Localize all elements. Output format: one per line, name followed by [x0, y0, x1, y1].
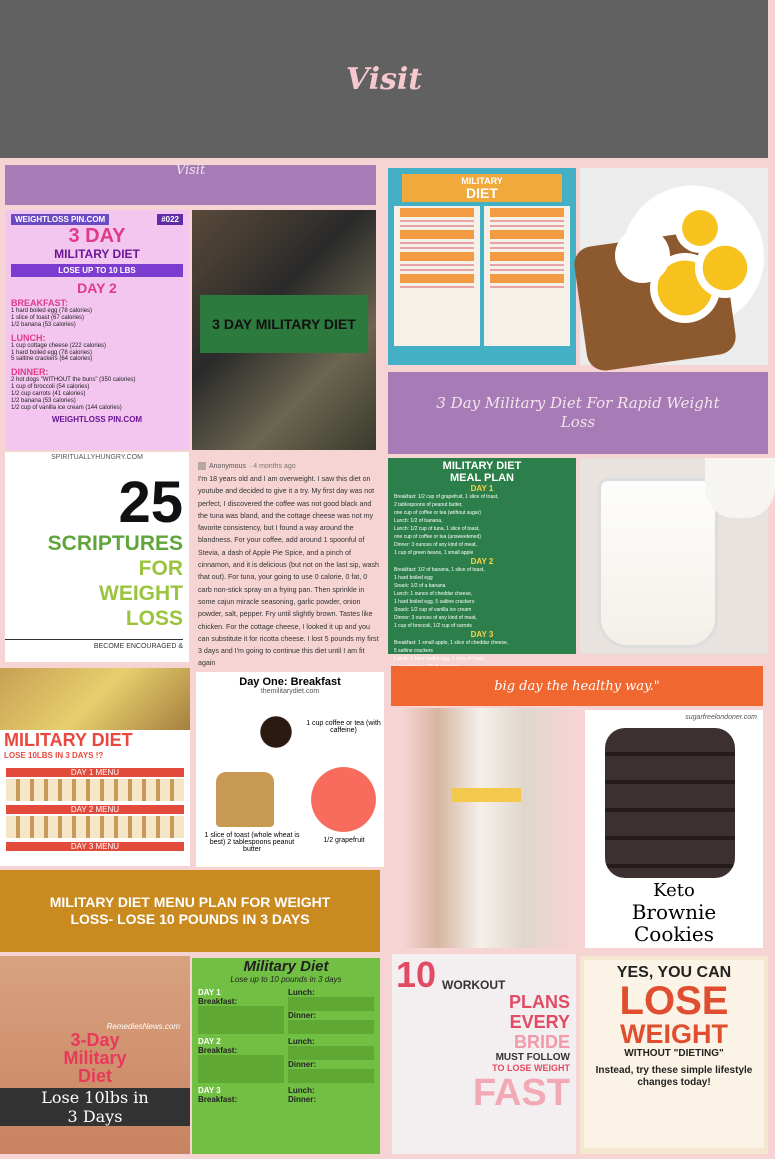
belly-site: RemediesNews.com — [106, 1022, 180, 1031]
pin-dinner-0: 2 hot dogs "WITHOUT the buns" (350 calories) — [11, 377, 136, 384]
day1-item: 2 tablespoons of peanut butter, — [394, 502, 463, 508]
bride-line3: EVERY — [509, 1012, 570, 1032]
green-menu-dinner: Dinner: — [288, 1011, 316, 1020]
bride-workout-pin[interactable] — [392, 954, 576, 1154]
meal-plan-subtitle: MEAL PLAN — [450, 472, 514, 484]
day2-item: 1 hard boiled egg — [394, 575, 433, 581]
green-menu-lunch: Lunch: — [288, 1037, 315, 1046]
user-comment-pin[interactable] — [196, 458, 384, 668]
menu-block — [288, 997, 374, 1011]
brownie-line3: Cookies — [634, 922, 714, 946]
rapid-weight-loss-label: 3 Day Military Diet For Rapid Weight Loss — [436, 394, 720, 431]
coffee-cup-icon — [251, 712, 301, 752]
green-menu-lunch: Lunch: — [288, 1086, 315, 1095]
menu-block — [288, 1020, 374, 1034]
milk-photo[interactable] — [580, 458, 768, 654]
brownie-stack — [605, 728, 735, 878]
lose-weight-pin[interactable] — [580, 956, 768, 1154]
belly-pin[interactable] — [0, 956, 190, 1154]
toast-label: 1 slice of toast (whole wheat is best) 2 tablespoons peanut butter — [204, 832, 300, 853]
pin-dinner-title: DINNER: — [11, 367, 49, 378]
day1-item: Lunch: 1/2 of banana, — [394, 518, 443, 524]
green-menu-subtitle: Lose up to 10 pounds in 3 days — [230, 975, 342, 984]
pin-title: 3 DAY — [68, 225, 126, 247]
day2-item: Lunch: 1 ounce of cheddar cheese, — [394, 591, 473, 597]
scriptures-footer: BECOME ENCOURAGED & — [5, 639, 183, 650]
green-menu-breakfast: Breakfast: — [198, 1046, 238, 1055]
toast-title: MILITARY DIET — [4, 730, 133, 750]
green-menu-pin[interactable] — [192, 958, 380, 1154]
menu-block — [288, 1046, 374, 1060]
meal-plan-day1: DAY 1 — [470, 484, 494, 493]
lose-line1: YES, YOU CAN — [616, 964, 732, 981]
pin-footer: WEIGHTLOSS PIN.COM — [51, 414, 143, 424]
pin-badge: #022 — [157, 214, 183, 225]
day1-item: one cup of coffee or tea (without sugar) — [394, 510, 481, 516]
bride-line4: BRIDE — [513, 1032, 570, 1052]
top-visit-banner[interactable] — [0, 0, 768, 158]
pin-tagline: LOSE UP TO 10 LBS — [11, 264, 183, 277]
comment-body: I'm 18 years old and I am overweight. I saw this diet on youtube and decided to give it a try. My first day was not perfect, I discovered the coffee was not good black and the tuna was bland, and the cottage cheese was not my favorite consistency, but I found a way around the blandness. For your coffee, add around 1 spoonful of Stevia, a dash of Apple Pie Spice, and a pinch of cinnamon, and it is delicious (but not on the last sip, wash that out). For tuna, your going to use 0 calorie, 0 fat, 0 carb non-stick spray on a frying pan. Then sprinkle in some cajun miracle seasoning, garlic powder, onion powder, salt, pepper. Fry until slightly brown. Tastes like chicken. For the cottage cheese, I looked it up and you can substitute it for ricotta cheese. I lost 5 pounds my first 3 days and I'm going to continue this diet until I am fit again — [198, 475, 379, 668]
toast-day1: DAY 1 MENU — [6, 768, 184, 777]
belly-line2: Military — [63, 1048, 127, 1068]
meal-plan-day3: DAY 3 — [470, 630, 494, 639]
pin-lunch-0: 1 cup cottage cheese (222 calories) — [11, 342, 107, 349]
egg-slice — [675, 203, 725, 253]
healthy-way-bar[interactable] — [391, 666, 763, 706]
day-one-breakfast-pin[interactable] — [196, 672, 384, 867]
tape-measure — [451, 788, 521, 802]
comment-time: · 4 months ago — [248, 462, 296, 470]
lose-line2: LOSE — [619, 979, 729, 1023]
meal-plan-pin[interactable] — [388, 458, 576, 662]
scriptures-number: 25 — [118, 470, 183, 535]
pin-lunch-title: LUNCH: — [11, 332, 46, 343]
green-menu-dinner: Dinner: — [288, 1060, 316, 1069]
pin-dinner-3: 1/2 banana (53 calories) — [11, 398, 76, 405]
bride-line2: PLANS — [508, 992, 570, 1012]
day2-item: 1 hard boiled egg, 5 saltine crackers — [394, 599, 475, 605]
menu-plan-label: MILITARY DIET MENU PLAN FOR WEIGHT LOSS- LOSE 10 POUNDS IN 3 DAYS — [49, 894, 331, 927]
pin-day: DAY 2 — [77, 280, 117, 296]
green-menu-breakfast: Breakfast: — [198, 1095, 238, 1104]
green-menu-day1: DAY 1 — [198, 988, 221, 997]
bride-line6: TO LOSE WEIGHT — [492, 1063, 570, 1073]
green-menu-day2: DAY 2 — [198, 1037, 221, 1046]
day3-item: 5 saltine crackers — [394, 648, 433, 654]
menu-plan-pin[interactable] — [0, 870, 380, 952]
wedding-dress-photo[interactable] — [403, 708, 575, 948]
green-menu-dinner: Dinner: — [288, 1095, 316, 1104]
scriptures-line4: LOSS — [125, 607, 183, 630]
menu-row — [6, 779, 184, 801]
milk-glass — [598, 478, 718, 648]
green-menu-breakfast: Breakfast: — [198, 997, 238, 1006]
brownie-site: sugarfreelondoner.com — [685, 714, 757, 721]
toast-day2: DAY 2 MENU — [6, 805, 184, 814]
day3-item: Breakfast: 1 small apple, 1 slice of cheddar cheese, — [394, 640, 509, 646]
belly-line5: 3 Days — [0, 1107, 190, 1126]
bride-line7: FAST — [472, 1072, 570, 1114]
meal-plan-day2: DAY 2 — [470, 557, 494, 566]
military-diet-label: 3 DAY MILITARY DIET — [200, 295, 368, 353]
grapefruit-label: 1/2 grapefruit — [323, 837, 365, 844]
pin-breakfast-1: 1 slice of toast (67 calories) — [11, 314, 85, 321]
day2-item: Breakfast: 1/2 of banana, 1 slice of toast, — [394, 567, 485, 573]
day3-item: Lunch: 1 hard boiled egg, 1 slice of toast, — [394, 656, 486, 662]
day2-item: Snack: 1/2 of a banana — [394, 583, 446, 589]
toast-day3: DAY 3 MENU — [6, 842, 184, 851]
scriptures-line3: WEIGHT — [99, 582, 183, 605]
coffee-label: 1 cup coffee or tea (with caffeine) — [306, 720, 381, 734]
menu-block — [288, 1069, 374, 1083]
grapefruit-icon — [311, 767, 376, 832]
visit-bar-label: Visit — [175, 163, 206, 178]
menu-block — [198, 1006, 284, 1034]
belly-line3: Diet — [77, 1066, 112, 1086]
toast-icon — [216, 772, 274, 827]
chart-subtitle: DIET — [466, 185, 498, 201]
toast-subtitle: LOSE 10LBS IN 3 DAYS !? — [4, 751, 104, 760]
pin-dinner-1: 1 cup of broccoli (54 calories) — [11, 384, 90, 391]
eggs-toast-photo[interactable] — [580, 168, 768, 365]
day1-item: Lunch: 1/2 cup of tuna, 1 slice of toast, — [394, 526, 480, 532]
pin-dinner-4: 1/2 cup of vanilla ice cream (144 calories) — [11, 404, 122, 411]
milk-bottle — [705, 458, 775, 518]
day1-item: Dinner: 3 ounces of any kind of meat, — [394, 542, 477, 548]
military-diet-day2-pin[interactable] — [5, 210, 189, 450]
pin-site: WEIGHTLOSS PIN.COM — [11, 214, 109, 225]
pin-lunch-1: 1 hard boiled egg (78 calories) — [11, 349, 93, 356]
scriptures-line1: SCRIPTURES — [47, 532, 183, 555]
lose-line5: Instead, try these simple lifestyle changes today! — [595, 1065, 753, 1088]
visit-bar[interactable] — [5, 165, 376, 205]
visit-label: Visit — [345, 61, 423, 97]
belly-line1: 3-Day — [70, 1030, 120, 1050]
day2-item: 1 cup of broccoli, 1/2 cup of carrots — [394, 623, 472, 629]
meal-plan-title: MILITARY DIET — [442, 460, 522, 472]
military-diet-photo-pin[interactable] — [192, 210, 376, 450]
military-diet-chart-pin[interactable] — [388, 168, 576, 365]
bride-number: 10 — [396, 954, 437, 995]
brownie-line2: Brownie — [631, 900, 717, 924]
day1-item: 1 cup of green beans, 1 small apple — [394, 550, 474, 556]
menu-block — [198, 1055, 284, 1083]
green-menu-title: Military Diet — [243, 958, 329, 975]
scriptures-line2: FOR — [138, 557, 183, 580]
keto-brownie-pin[interactable] — [585, 710, 763, 948]
bride-line1: WORKOUT — [442, 978, 506, 992]
belly-line4: Lose 10lbs in — [0, 1088, 190, 1107]
comment-user: Anonymous — [209, 462, 246, 470]
pin-subtitle: MILITARY DIET — [54, 247, 140, 261]
pin-breakfast-2: 1/2 banana (53 calories) — [11, 321, 76, 328]
breakfast-site: themilitarydiet.com — [260, 688, 320, 695]
green-menu-lunch: Lunch: — [288, 988, 315, 997]
egg-white — [615, 228, 670, 283]
bride-line5: MUST FOLLOW — [495, 1052, 570, 1063]
chart-title: MILITARY — [461, 176, 503, 186]
rapid-weight-loss-pin[interactable] — [388, 372, 768, 454]
day2-item: Snack: 1/2 cup of vanilla ice cream — [394, 607, 472, 613]
pin-dinner-2: 1/2 cup carrots (41 calories) — [11, 391, 86, 398]
pin-breakfast-title: BREAKFAST: — [11, 298, 69, 308]
lose-line3: WEIGHT — [620, 1019, 728, 1049]
scriptures-pin[interactable] — [5, 452, 189, 662]
lose-line4: WITHOUT "DIETING" — [624, 1048, 724, 1059]
military-diet-toast-pin[interactable] — [0, 668, 190, 866]
brownie-line1: Keto — [653, 880, 695, 901]
scriptures-site: SPIRITUALLYHUNGRY.COM — [51, 454, 143, 461]
pin-lunch-2: 5 saltine crackers (64 calories) — [11, 356, 93, 363]
day1-item: one cup of coffee or tea (unsweetened) — [394, 534, 481, 540]
pin-breakfast-0: 1 hard boiled egg (78 calories) — [11, 308, 93, 314]
breakfast-title: Day One: Breakfast — [239, 676, 341, 688]
green-menu-day3: DAY 3 — [198, 1086, 221, 1095]
healthy-way-label: big day the healthy way." — [494, 678, 660, 694]
avatar — [198, 462, 206, 470]
toast-image — [0, 668, 190, 730]
day1-item: Breakfast: 1/2 cup of grapefruit, 1 slice of toast, — [394, 494, 499, 500]
day2-item: Dinner: 3 ounces of any kind of meat, — [394, 615, 477, 621]
menu-row — [6, 816, 184, 838]
